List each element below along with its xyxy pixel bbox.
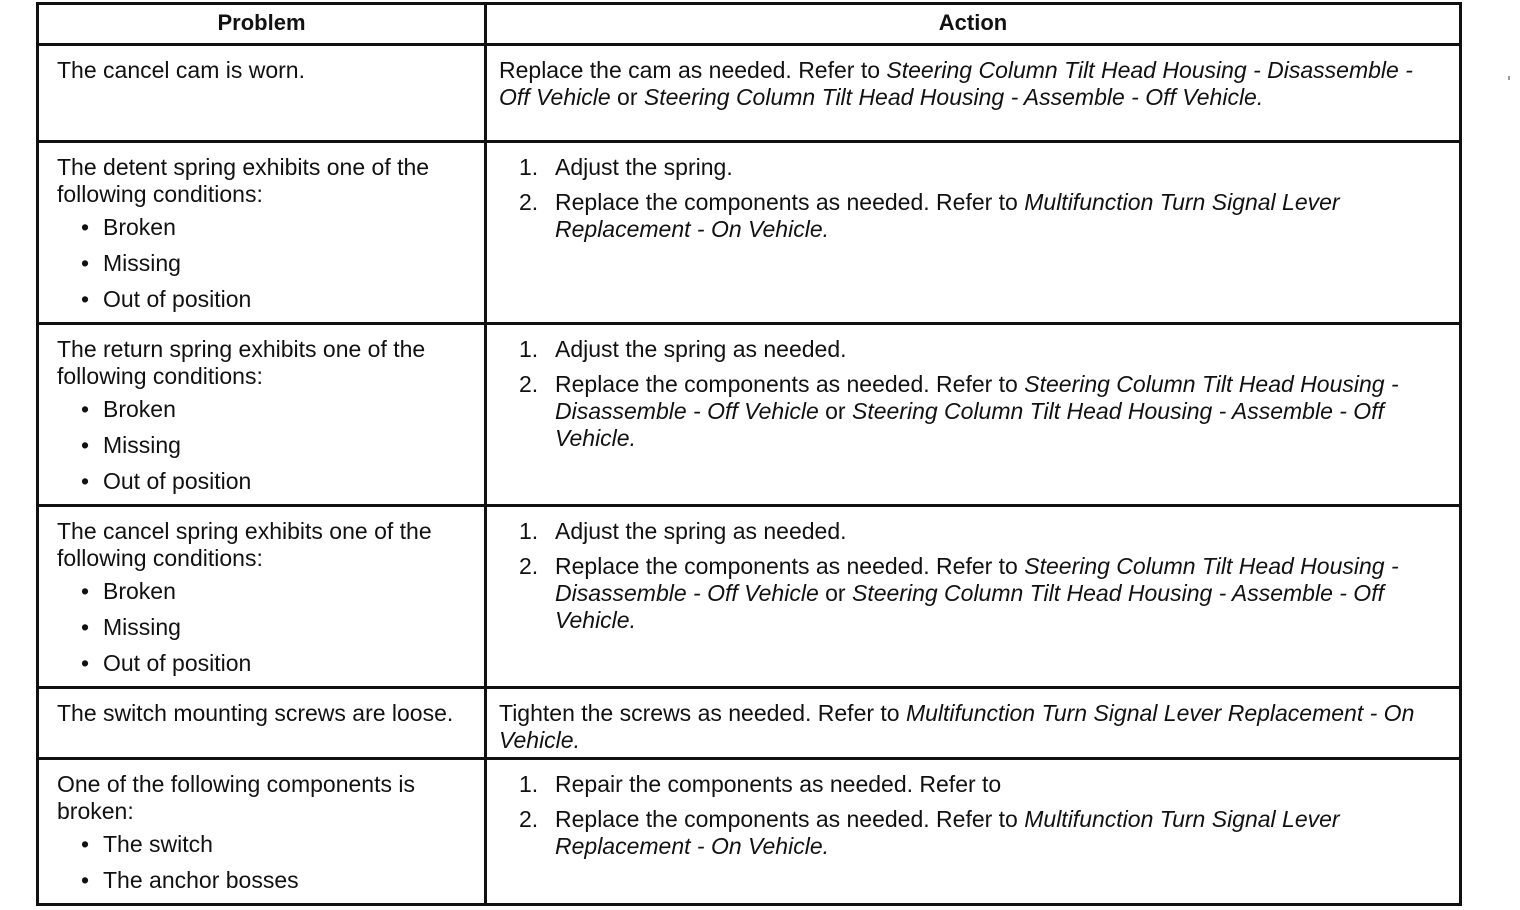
- action-paragraph: [499, 700, 1447, 754]
- condition-item: [57, 867, 472, 894]
- procedure-reference: Steering Column Tilt Head Housing - Assemble - Off Vehicle.: [555, 398, 1384, 451]
- condition-list: [57, 831, 472, 894]
- condition-text: Broken: [103, 214, 176, 240]
- step-text: [555, 518, 847, 544]
- action-cell: [486, 324, 1461, 506]
- action-step: [499, 553, 1447, 634]
- bullet-icon: •: [81, 650, 90, 676]
- bullet-icon: •: [81, 614, 90, 640]
- problem-text: The cancel cam is worn.: [57, 57, 305, 83]
- condition-text: The anchor bosses: [103, 867, 299, 893]
- condition-list: [57, 214, 472, 313]
- procedure-reference: Steering Column Tilt Head Housing - Disassemble - Off Vehicle: [555, 371, 1399, 424]
- action-step: [499, 518, 1447, 545]
- bullet-icon: •: [81, 214, 90, 240]
- step-text: [555, 189, 1340, 242]
- condition-text: Out of position: [103, 650, 252, 676]
- action-paragraph: [499, 57, 1447, 111]
- condition-item: [57, 468, 472, 495]
- step-number: 1.: [519, 518, 539, 544]
- bullet-icon: •: [81, 867, 90, 893]
- action-text: Replace the components as needed. Refer to: [555, 553, 1025, 579]
- condition-item: [57, 432, 472, 459]
- step-number: 1.: [519, 336, 539, 362]
- problem-text: The switch mounting screws are loose.: [57, 700, 454, 726]
- table-row: [38, 506, 1461, 688]
- condition-item: [57, 214, 472, 241]
- bullet-icon: •: [81, 578, 90, 604]
- action-steps: [499, 154, 1447, 243]
- condition-text: Out of position: [103, 468, 252, 494]
- step-number: 2.: [519, 806, 539, 832]
- condition-item: [57, 250, 472, 277]
- problem-cell: [38, 688, 486, 759]
- condition-item: [57, 831, 472, 858]
- problem-text: The detent spring exhibits one of the following conditions:: [57, 154, 430, 207]
- problem-text: The return spring exhibits one of the following conditions:: [57, 336, 426, 389]
- condition-text: Missing: [103, 614, 181, 640]
- table-body: [38, 45, 1461, 905]
- bullet-icon: •: [81, 250, 90, 276]
- table-row: [38, 688, 1461, 759]
- step-number: 2.: [519, 553, 539, 579]
- condition-item: [57, 650, 472, 677]
- table-row: [38, 759, 1461, 905]
- step-number: 2.: [519, 371, 539, 397]
- action-step: [499, 806, 1447, 860]
- scan-speck: [1508, 76, 1510, 80]
- procedure-reference: Steering Column Tilt Head Housing - Assemble - Off Vehicle.: [643, 84, 1264, 110]
- action-cell: [486, 759, 1461, 905]
- procedure-reference: Steering Column Tilt Head Housing - Disassemble - Off Vehicle: [499, 57, 1413, 110]
- action-step: [499, 771, 1447, 798]
- procedure-reference: Steering Column Tilt Head Housing - Assemble - Off Vehicle.: [555, 580, 1384, 633]
- condition-item: [57, 396, 472, 423]
- table-row: [38, 142, 1461, 324]
- problem-cell: [38, 142, 486, 324]
- step-text: [555, 553, 1399, 633]
- bullet-icon: •: [81, 468, 90, 494]
- condition-item: [57, 614, 472, 641]
- action-text: Replace the components as needed. Refer to: [555, 189, 1025, 215]
- step-text: [555, 154, 733, 180]
- bullet-icon: •: [81, 286, 90, 312]
- step-text: [555, 771, 1001, 797]
- action-text: Replace the components as needed. Refer to: [555, 806, 1025, 832]
- action-text: Repair the components as needed. Refer to: [555, 771, 1002, 797]
- problem-text: The cancel spring exhibits one of the following conditions:: [57, 518, 432, 571]
- condition-text: Broken: [103, 578, 176, 604]
- condition-text: Missing: [103, 250, 181, 276]
- problem-cell: [38, 506, 486, 688]
- action-cell: [486, 506, 1461, 688]
- condition-list: [57, 578, 472, 677]
- condition-text: Missing: [103, 432, 181, 458]
- action-text: or: [818, 580, 852, 606]
- procedure-reference: Steering Column Tilt Head Housing - Disassemble - Off Vehicle: [555, 553, 1399, 606]
- action-text: Adjust the spring as needed.: [555, 518, 847, 544]
- action-steps: [499, 518, 1447, 634]
- condition-text: Broken: [103, 396, 176, 422]
- step-text: [555, 371, 1399, 451]
- action-step: [499, 189, 1447, 243]
- step-number: 1.: [519, 771, 539, 797]
- bullet-icon: •: [81, 831, 90, 857]
- bullet-icon: •: [81, 432, 90, 458]
- action-text: or: [818, 398, 852, 424]
- bullet-icon: •: [81, 396, 90, 422]
- condition-text: Out of position: [103, 286, 252, 312]
- problem-text: One of the following components is broken:: [57, 771, 415, 824]
- problem-column-header: Problem: [38, 4, 486, 45]
- problem-cell: [38, 324, 486, 506]
- procedure-reference: Multifunction Turn Signal Lever Replacement - On Vehicle.: [555, 189, 1340, 242]
- condition-list: [57, 396, 472, 495]
- condition-text: The switch: [103, 831, 213, 857]
- action-text: Replace the cam as needed. Refer to: [499, 57, 887, 83]
- action-column-header: Action: [486, 4, 1461, 45]
- table-row: [38, 324, 1461, 506]
- action-text: Replace the components as needed. Refer to: [555, 371, 1025, 397]
- header-row: [38, 4, 1461, 45]
- step-text: [555, 336, 847, 362]
- action-cell: [486, 45, 1461, 142]
- problem-cell: [38, 759, 486, 905]
- action-text: Adjust the spring.: [555, 154, 733, 180]
- action-cell: [486, 688, 1461, 759]
- action-text: or: [610, 84, 644, 110]
- action-steps: [499, 771, 1447, 860]
- diagnostic-table: [36, 2, 1462, 906]
- action-cell: [486, 142, 1461, 324]
- action-text: Tighten the screws as needed. Refer to: [499, 700, 906, 726]
- action-text: Adjust the spring as needed.: [555, 336, 847, 362]
- procedure-reference: Multifunction Turn Signal Lever Replacement - On Vehicle.: [499, 700, 1415, 753]
- action-step: [499, 371, 1447, 452]
- action-step: [499, 154, 1447, 181]
- condition-item: [57, 286, 472, 313]
- procedure-reference: Multifunction Turn Signal Lever Replacement - On Vehicle.: [555, 806, 1340, 859]
- table-row: [38, 45, 1461, 142]
- step-text: [555, 806, 1340, 859]
- action-step: [499, 336, 1447, 363]
- step-number: 1.: [519, 154, 539, 180]
- problem-cell: [38, 45, 486, 142]
- condition-item: [57, 578, 472, 605]
- action-steps: [499, 336, 1447, 452]
- step-number: 2.: [519, 189, 539, 215]
